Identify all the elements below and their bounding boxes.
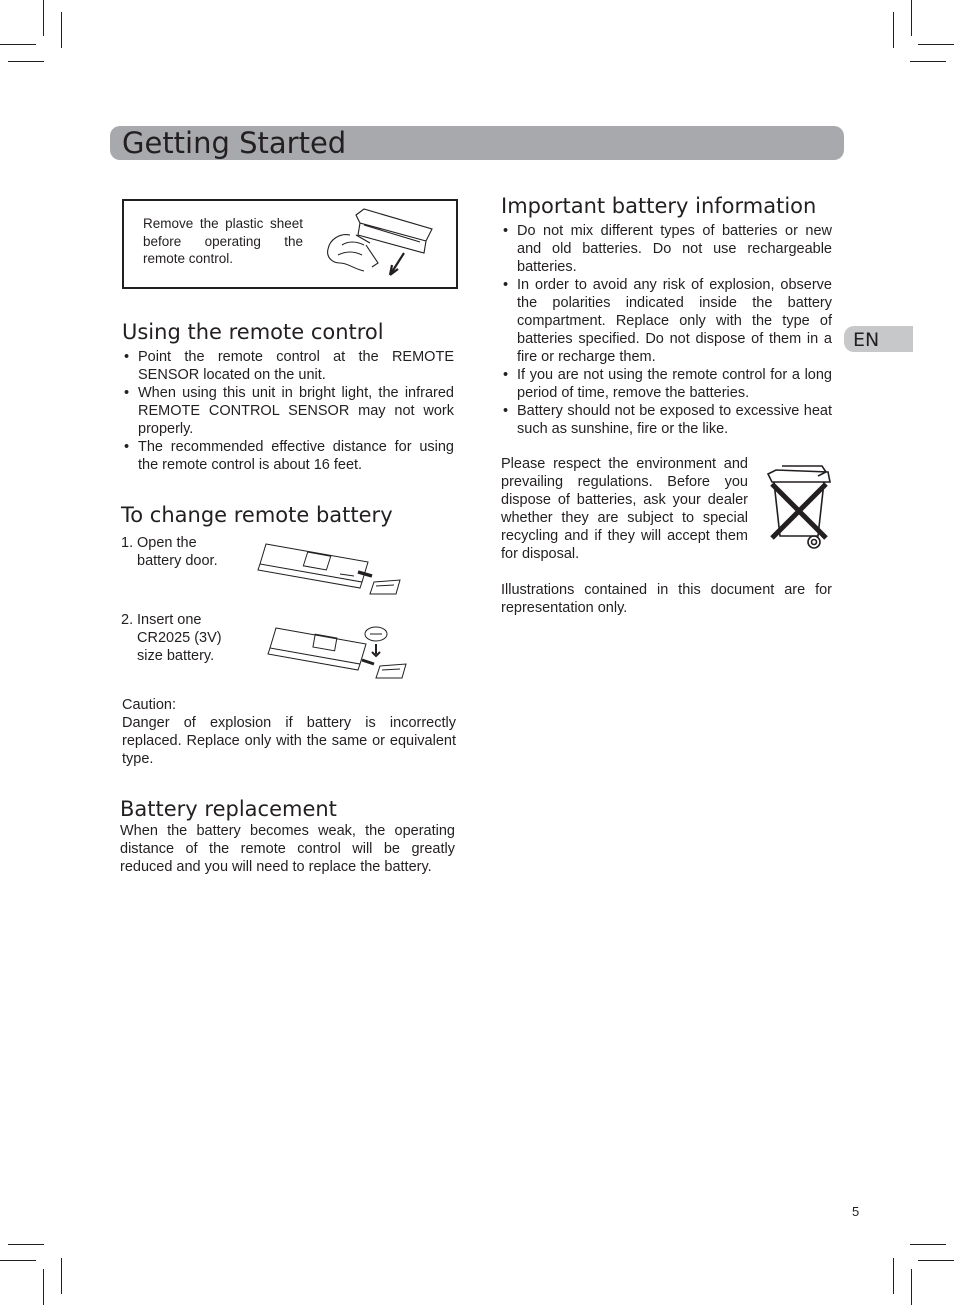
- illustrations-note: Illustrations contained in this document are for representation only.: [501, 582, 832, 616]
- step-line: Insert one: [137, 612, 202, 628]
- list-item: • If you are not using the remote control for a long period of time, remove the batteries.: [501, 366, 832, 402]
- crop-mark: [910, 61, 946, 62]
- section-header-bar: [110, 126, 844, 160]
- battery-replacement-text: When the battery becomes weak, the operating distance of the remote control will be greatly reduced and you will need to replace the battery.: [120, 823, 455, 875]
- step-line: CR2025 (3V): [137, 630, 222, 646]
- caution-text: Danger of explosion if battery is incorrectly replaced. Replace only with the same or equivalent type.: [122, 715, 456, 767]
- step-line: battery door.: [137, 553, 218, 569]
- environment-text: Please respect the environment and prevailing regulations. Before you dispose of batteries, ask your dealer whether they are subject to special recycling and if they will accept them for disposal.: [501, 456, 748, 562]
- remote-insert-battery-illustration: [264, 624, 410, 682]
- crop-mark: [61, 1258, 62, 1294]
- important-info-heading: Important battery information: [501, 194, 817, 218]
- list-item: • In order to avoid any risk of explosion, observe the polarities indicated inside the battery compartment. Replace only with the type of batteries specified. Do not dispose of them in a fire or recharge them.: [501, 276, 832, 366]
- language-tab: [844, 326, 913, 352]
- crop-mark: [893, 12, 894, 48]
- using-remote-heading: Using the remote control: [122, 320, 384, 344]
- step-number: 1.: [121, 535, 134, 551]
- language-label: EN: [853, 329, 880, 351]
- crop-mark: [918, 44, 954, 45]
- crop-mark: [910, 1244, 946, 1245]
- crop-mark: [8, 1244, 44, 1245]
- crop-mark: [911, 0, 912, 36]
- page-number: 5: [852, 1204, 860, 1219]
- crop-mark: [911, 1269, 912, 1305]
- list-item: • Battery should not be exposed to excessive heat such as sunshine, fire or the like.: [501, 402, 832, 438]
- crop-mark: [43, 1269, 44, 1305]
- remote-pull-tab-illustration: [320, 205, 446, 281]
- caution-label: Caution:: [122, 697, 177, 713]
- battery-replacement-heading: Battery replacement: [120, 797, 337, 821]
- step-line: Open the: [137, 535, 197, 551]
- remote-open-battery-door-illustration: [254, 540, 404, 598]
- list-item: • Do not mix different types of batteries or new and old batteries. Do not use rechargeable batteries.: [501, 222, 832, 276]
- step-line: size battery.: [137, 648, 215, 664]
- step-number: 2.: [121, 612, 134, 628]
- crop-mark: [8, 61, 44, 62]
- list-item: • When using this unit in bright light, the infrared REMOTE CONTROL SENSOR may not work properly.: [122, 384, 454, 438]
- crop-mark: [0, 44, 36, 45]
- using-remote-list: [122, 348, 454, 474]
- crop-mark: [918, 1260, 954, 1261]
- list-item: • The recommended effective distance for using the remote control is about 16 feet.: [122, 438, 454, 474]
- crossed-out-wheelie-bin-icon: [762, 460, 834, 552]
- change-battery-heading: To change remote battery: [121, 503, 393, 527]
- step-insert-battery: [121, 611, 222, 665]
- crop-mark: [893, 1258, 894, 1294]
- important-info-list: [501, 222, 832, 438]
- plastic-sheet-notice: [122, 199, 458, 289]
- page-title: Getting Started: [122, 126, 347, 160]
- notice-text: Remove the plastic sheet before operating the remote control.: [143, 216, 303, 266]
- caution-block: [122, 696, 456, 768]
- crop-mark: [0, 1260, 36, 1261]
- crop-mark: [61, 12, 62, 48]
- list-item: • Point the remote control at the REMOTE SENSOR located on the unit.: [122, 348, 454, 384]
- step-open-door: [121, 534, 218, 570]
- crop-mark: [43, 0, 44, 36]
